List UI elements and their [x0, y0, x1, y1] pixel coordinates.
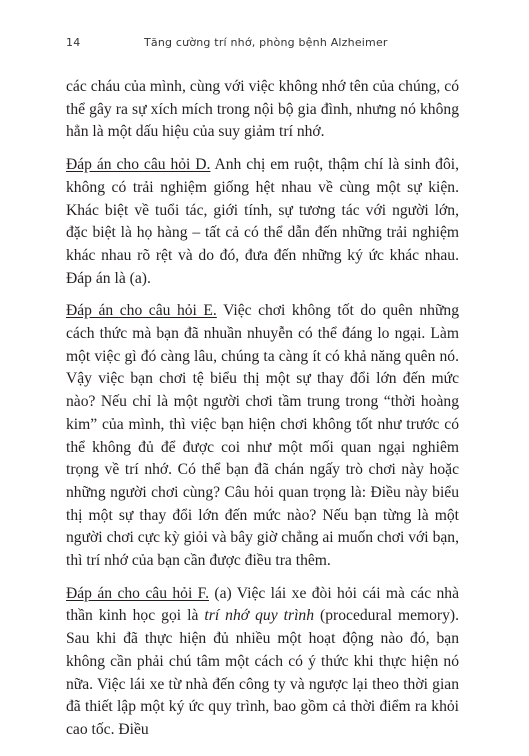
running-title: Tăng cường trí nhớ, phòng bệnh Alzheimer	[144, 36, 388, 49]
answer-d-text: Anh chị em ruột, thậm chí là sinh đôi, không có trải nghiệm giống hệt nhau về cùng một sự kiện. Khác biệt về tuổi tác, giới tính, sự tương tác với người lớn, đặc biệt là họ hàng – tất cả có thể dẫn đến những trải nghiệm khác nhau rõ rệt và do đó, đưa đến những ký ức khác nhau. Đáp án là (a).	[66, 156, 459, 287]
answer-f-emphasis: trí nhớ quy trình	[204, 607, 315, 625]
answer-d-paragraph	[66, 154, 459, 290]
answer-f-text-before: (a) Việc lái xe đòi hỏi cái mà các nhà thần kinh học gọi là	[66, 584, 460, 625]
paragraph-text: các cháu của mình, cùng với việc không nhớ tên của chúng, có thể gây ra sự xích mích trong nội bộ gia đình, nhưng nó không hẳn là một dấu hiệu của suy giảm trí nhớ.	[66, 78, 459, 141]
answer-e-text: Việc chơi không tốt do quên những cách thức mà bạn đã nhuần nhuyễn có thể đáng lo ngại. Làm một việc gì đó càng lâu, chúng ta càng ít có khả năng quên nó. Vậy việc bạn chơi tệ biểu thị một sự thay đổi lớn đến mức nào? Nếu chỉ là một người chơi tầm trung trong “thời hoàng kim” của mình, thì việc bạn hiện chơi không tốt như trước có thể không đủ để được coi như một mối quan ngại nghiêm trọng về trí nhớ. Có thể bạn đã chán ngấy trò chơi này hoặc những người chơi cùng? Câu hỏi quan trọng là: Điều này biểu thị một sự thay đổi lớn đến mức nào? Nếu bạn từng là một người chơi cực kỳ giỏi và bây giờ chẳng ai muốn chơi với bạn, thì trí nhớ của bạn cần được điều tra thêm.	[66, 302, 459, 570]
answer-e-paragraph	[66, 300, 459, 572]
answer-f-text-after: (procedural memory). Sau khi đã thực hiện đủ nhiều một hoạt động nào đó, bạn không cần phải chú tâm một cách có ý thức khi thực hiện nó nữa. Việc lái xe từ nhà đến công ty và ngược lại theo thời gian đã thiết lập một ký ức quy trình, bao gồm cả thời điểm ra khỏi cao tốc. Điều	[66, 607, 459, 738]
answer-d-label: Đáp án cho câu hỏi D.	[66, 156, 211, 174]
body-text	[66, 76, 459, 752]
answer-f-label: Đáp án cho câu hỏi F.	[66, 584, 210, 602]
answer-e-label: Đáp án cho câu hỏi E.	[66, 302, 217, 320]
page-number: 14	[66, 36, 81, 49]
answer-f-paragraph	[66, 583, 459, 742]
paragraph-continuation	[66, 76, 459, 144]
